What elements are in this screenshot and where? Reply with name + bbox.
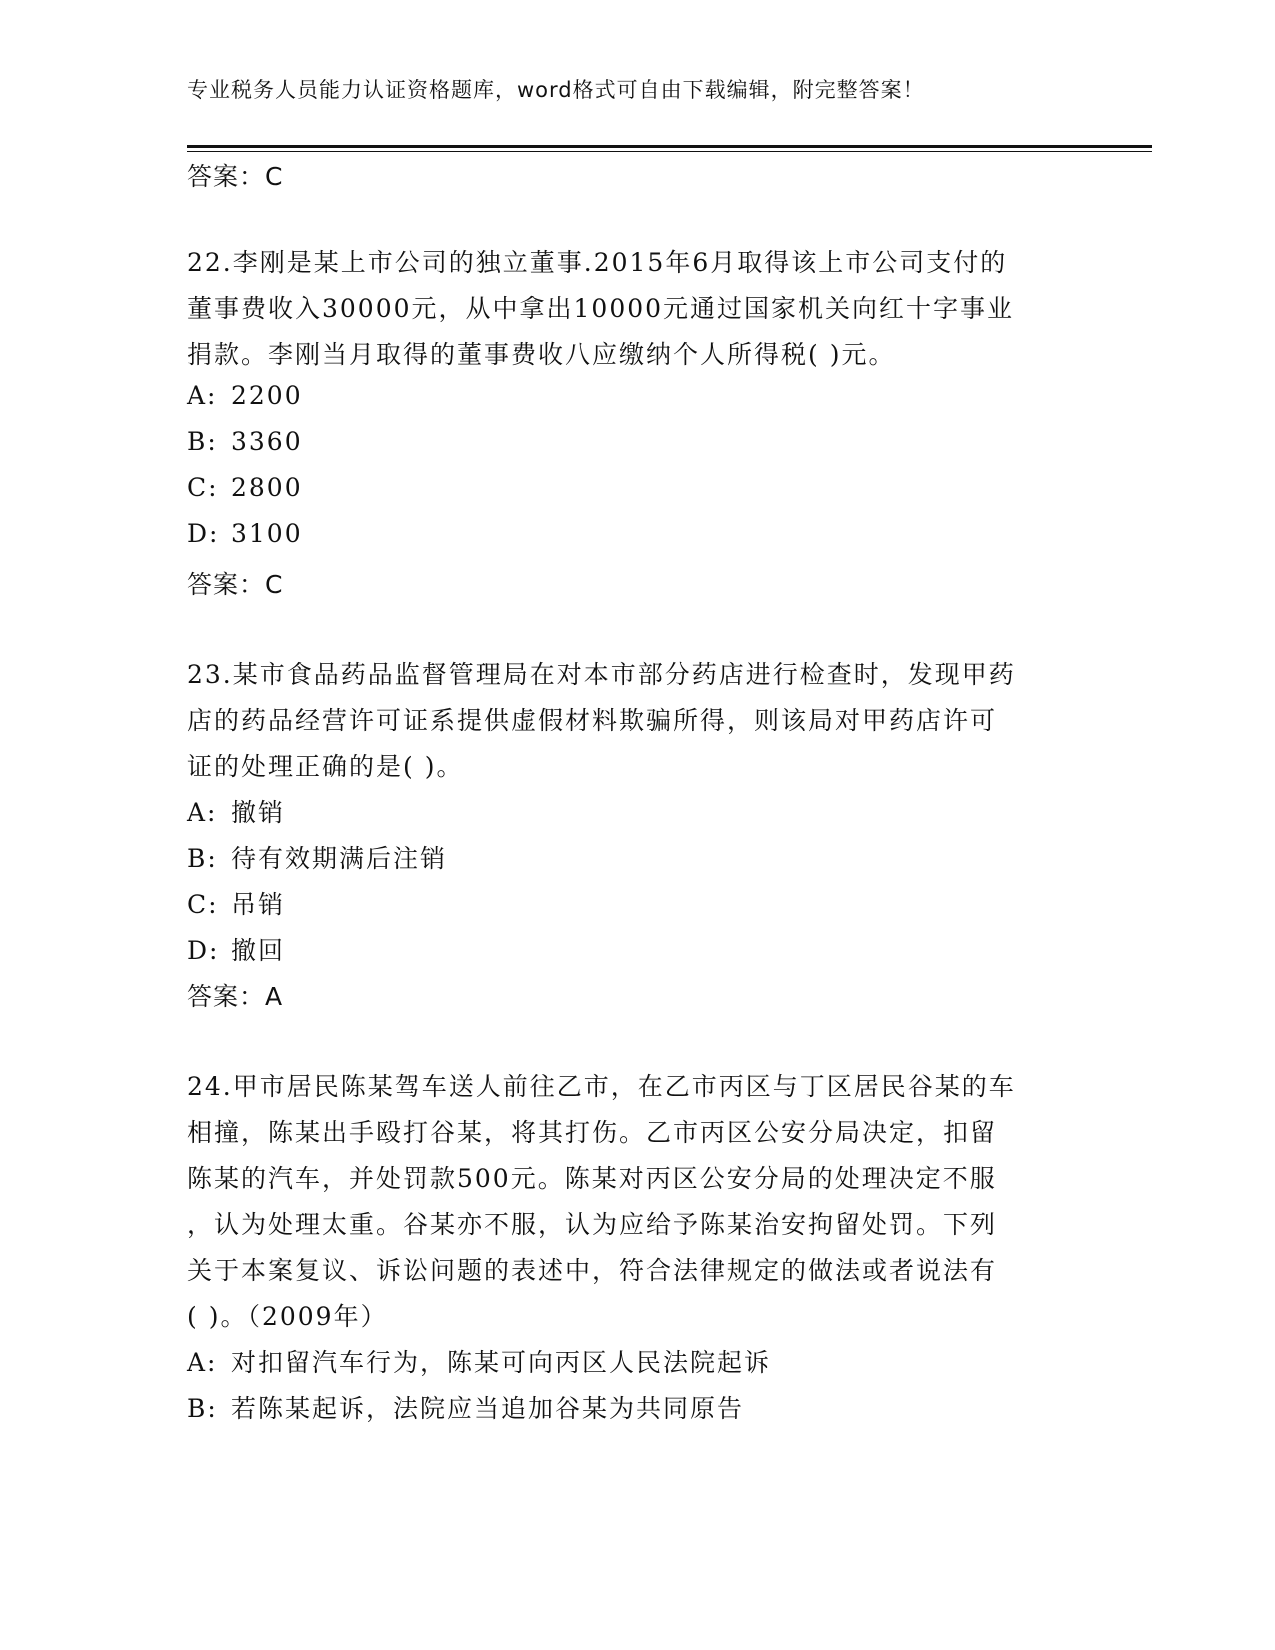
question-23-line-2: 店的药品经营许可证系提供虚假材料欺骗所得，则该局对甲药店许可 [187,706,998,735]
option-letter: B: [187,844,218,873]
question-22-line-2: 董事费收入30000元，从中拿出10000元通过国家机关向红十字事业 [187,294,1015,323]
option-letter: A: [187,381,218,410]
option-letter: B: [187,1394,218,1423]
option-text: 若陈某起诉，法院应当追加谷某为共同原告 [231,1394,745,1423]
question-22-line-1: 22.李刚是某上市公司的独立董事.2015年6月取得该上市公司支付的 [187,248,1008,277]
question-24-line-6: ( )。（2009年） [187,1302,388,1331]
option-letter: A: [187,1348,218,1377]
option-text: 吊销 [231,890,286,919]
answer-21: 答案：C [187,162,284,191]
page-header: 专业税务人员能力认证资格题库，word格式可自由下载编辑，附完整答案！ [187,78,925,102]
question-22-option-d [187,519,303,548]
answer-23: 答案：A [187,982,284,1011]
option-text: 对扣留汽车行为，陈某可向丙区人民法院起诉 [231,1348,772,1377]
option-letter: D: [187,936,220,965]
question-23-line-1: 23.某市食品药品监督管理局在对本市部分药店进行检查时，发现甲药 [187,660,1016,689]
question-24-line-3: 陈某的汽车，并处罚款500元。陈某对丙区公安分局的处理决定不服 [187,1164,997,1193]
question-22-option-c [187,473,303,502]
question-23-option-a [187,793,285,829]
option-text: 3360 [231,427,303,456]
question-23-line-3: 证的处理正确的是( )。 [187,752,464,781]
option-text: 撤销 [231,798,286,827]
option-letter: C: [187,890,219,919]
option-letter: A: [187,798,218,827]
question-23-option-d [187,931,285,967]
question-23-option-c [187,885,285,921]
option-letter: C: [187,473,219,502]
option-text: 3100 [231,519,303,548]
option-text: 待有效期满后注销 [231,844,448,873]
question-24-line-1: 24.甲市居民陈某驾车送人前往乙市，在乙市丙区与丁区居民谷某的车 [187,1072,1016,1101]
question-24-line-4: ，认为处理太重。谷某亦不服，认为应给予陈某治安拘留处罚。下列 [187,1210,998,1239]
answer-22: 答案：C [187,570,284,599]
option-letter: B: [187,427,218,456]
question-22-line-3: 捐款。李刚当月取得的董事费收八应缴纳个人所得税( )元。 [187,340,896,369]
question-24-option-b [187,1389,744,1425]
question-22-option-b [187,427,303,456]
question-24-line-2: 相撞，陈某出手殴打谷某，将其打伤。乙市丙区公安分局决定，扣留 [187,1118,998,1147]
option-text: 2800 [231,473,303,502]
question-23-option-b [187,839,447,875]
header-rule-thick [187,145,1152,148]
question-22-option-a [187,381,303,410]
question-24-line-5: 关于本案复议、诉讼问题的表述中，符合法律规定的做法或者说法有 [187,1256,998,1285]
option-text: 撤回 [231,936,286,965]
question-24-option-a [187,1343,771,1379]
header-rule-thin [187,151,1152,152]
option-text: 2200 [231,381,303,410]
option-letter: D: [187,519,220,548]
